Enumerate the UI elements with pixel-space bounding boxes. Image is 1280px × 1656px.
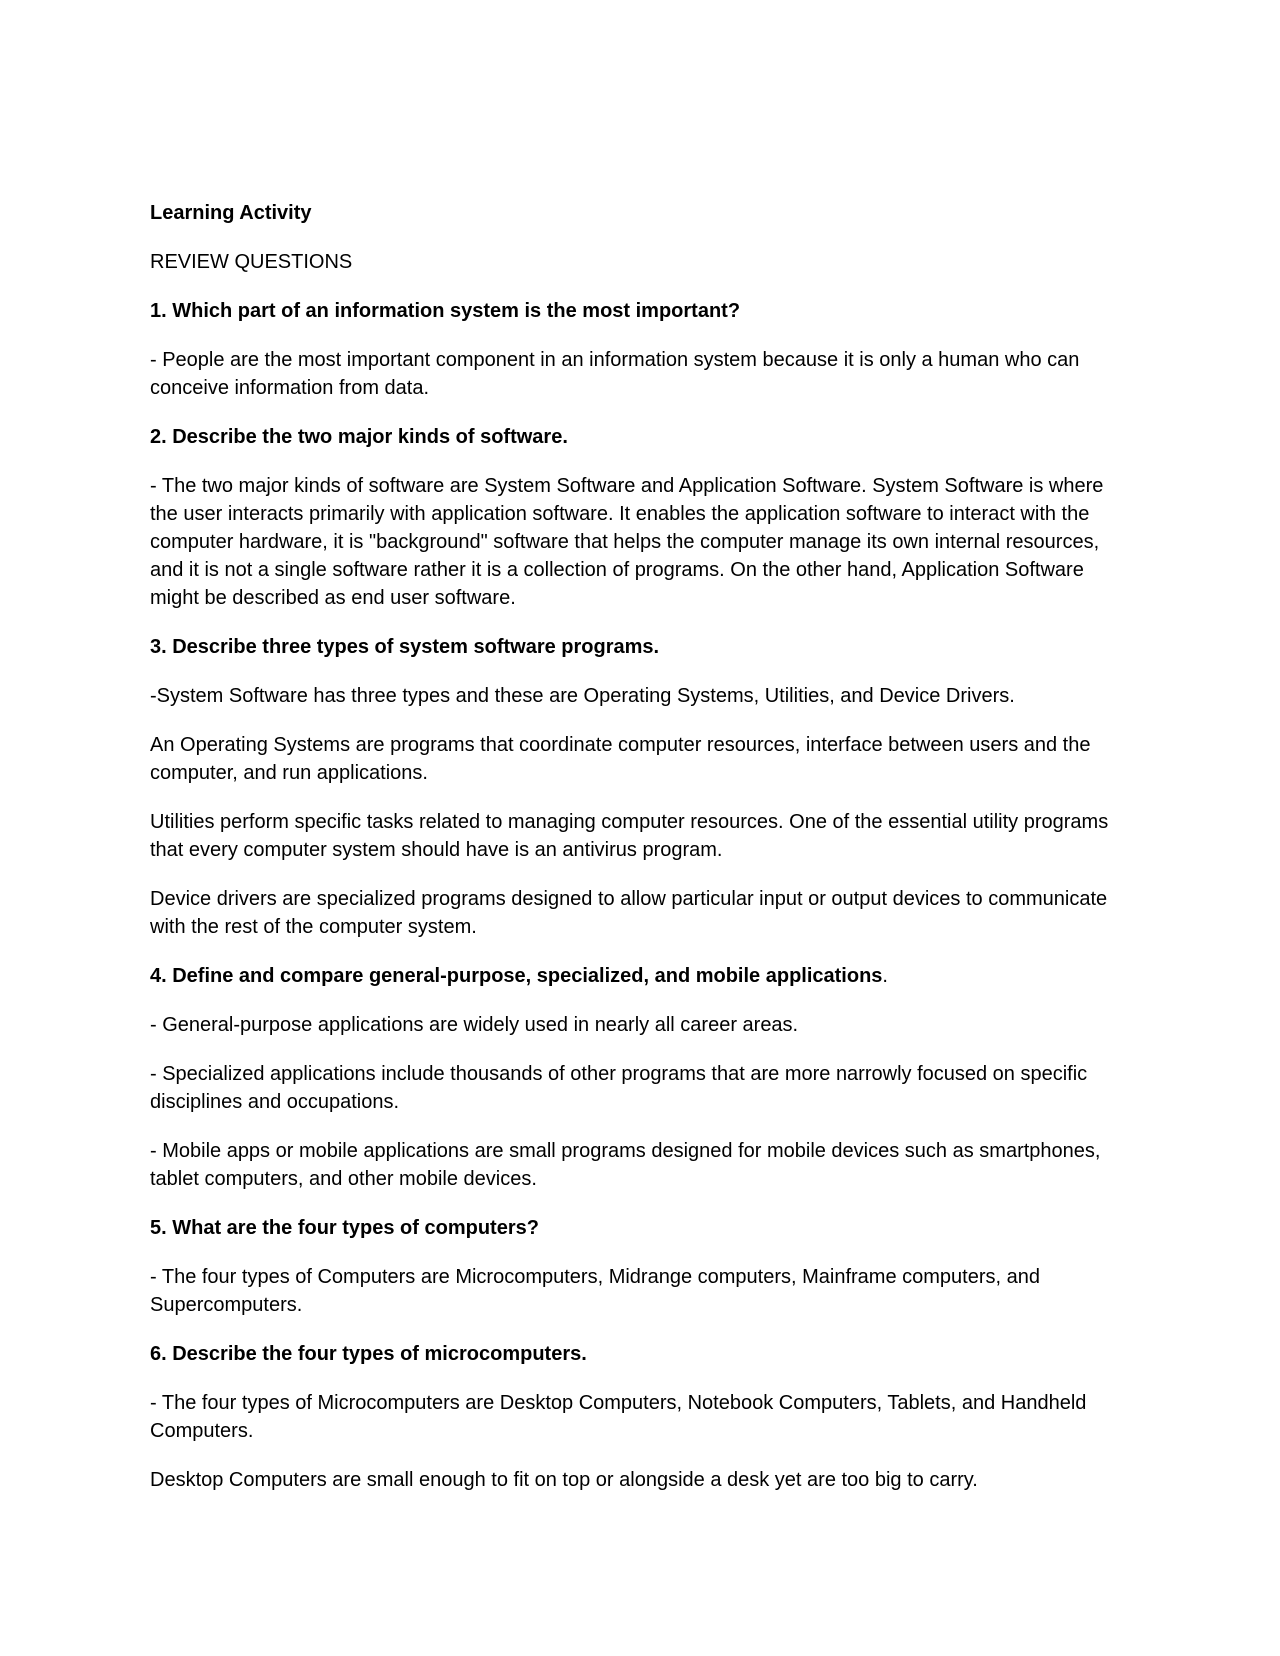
answer-4-general-purpose: - General-purpose applications are widely used in nearly all career areas. bbox=[150, 1014, 799, 1036]
answer-4-mobile: - Mobile apps or mobile applications are small programs designed for mobile devices such as smartphones, tablet computers, and other mobile devices. bbox=[150, 1140, 1101, 1190]
question-4 bbox=[150, 962, 1110, 990]
answer-2: - The two major kinds of software are System Software and Application Software. System Software is where the user interacts primarily with application software. It enables the application software to interact with the computer hardware, it is "background" software that helps the computer manage its own internal resources, and it is not a single software rather it is a collection of programs. On the other hand, Application Software might be described as end user software. bbox=[150, 475, 1104, 609]
answer-3-utilities: Utilities perform specific tasks related to managing computer resources. One of the essential utility programs that every computer system should have is an antivirus program. bbox=[150, 811, 1109, 861]
answer-5: - The four types of Computers are Microcomputers, Midrange computers, Mainframe computers, and Supercomputers. bbox=[150, 1266, 1040, 1316]
question-5: 5. What are the four types of computers? bbox=[150, 1217, 539, 1239]
question-3: 3. Describe three types of system software programs. bbox=[150, 636, 660, 658]
question-6: 6. Describe the four types of microcomputers. bbox=[150, 1343, 587, 1365]
document-page bbox=[150, 199, 1110, 1515]
answer-4-specialized: - Specialized applications include thousands of other programs that are more narrowly focused on specific disciplines and occupations. bbox=[150, 1063, 1088, 1113]
answer-6: - The four types of Microcomputers are Desktop Computers, Notebook Computers, Tablets, and Handheld Computers. bbox=[150, 1392, 1087, 1442]
document-title: Learning Activity bbox=[150, 202, 312, 224]
answer-3-intro: -System Software has three types and these are Operating Systems, Utilities, and Device Drivers. bbox=[150, 685, 1015, 707]
question-1: 1. Which part of an information system is the most important? bbox=[150, 300, 741, 322]
question-4-text: 4. Define and compare general-purpose, specialized, and mobile applications bbox=[150, 965, 883, 987]
question-4-period: . bbox=[882, 965, 888, 987]
answer-6-desktop: Desktop Computers are small enough to fit on top or alongside a desk yet are too big to carry. bbox=[150, 1469, 978, 1491]
answer-1: - People are the most important component in an information system because it is only a human who can conceive information from data. bbox=[150, 349, 1080, 399]
answer-3-operating-systems: An Operating Systems are programs that coordinate computer resources, interface between users and the computer, and run applications. bbox=[150, 734, 1091, 784]
question-2: 2. Describe the two major kinds of software. bbox=[150, 426, 568, 448]
document-subtitle: REVIEW QUESTIONS bbox=[150, 251, 353, 273]
answer-3-device-drivers: Device drivers are specialized programs designed to allow particular input or output devices to communicate with the rest of the computer system. bbox=[150, 888, 1108, 938]
